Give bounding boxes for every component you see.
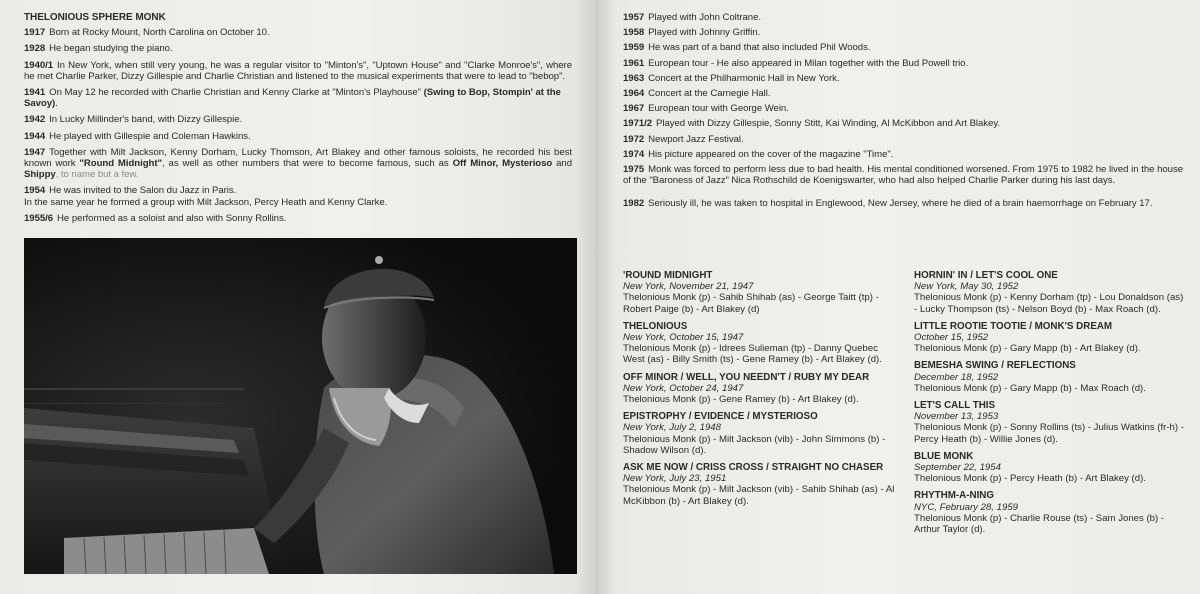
monk-photograph: [24, 238, 577, 574]
bio-entry: 1963 Concert at the Philharmonic Hall in New York.: [623, 72, 840, 84]
recording-entry: [623, 372, 899, 406]
recording-title: RHYTHM-A-NING: [914, 490, 994, 502]
recording-personnel: Thelonious Monk (p) - Sonny Rollins (ts) - Julius Watkins (fr-h) - Percy Heath (b) - Willie Jones (d).: [914, 422, 1184, 445]
bio-entry: 1957 Played with John Coltrane.: [623, 12, 761, 23]
recording-personnel: Thelonious Monk (p) - Sahib Shihab (as) - George Taitt (tp) - Robert Paige (b) - Art Blakey (d): [623, 292, 879, 315]
recording-title: HORNIN' IN / LET'S COOL ONE: [914, 270, 1058, 281]
recording-date: New York, July 23, 1951: [623, 473, 727, 485]
recording-title: ASK ME NOW / CRISS CROSS / STRAIGHT NO CHASER: [623, 462, 884, 474]
bio-entry: 1975 Monk was forced to perform less due to bad health. His mental conditioned worsened. From 1975 to 1982 he lived in the house of the "Baroness of Jazz" Nica Rothschild de Koenigswarter, who had also helped Charlie Parker during his last days.: [623, 164, 1183, 187]
bio-entry: 1941 On May 12 he recorded with Charlie Christian and Kenny Clarke at "Minton's Playhouse" (Swing to Bop, Stompin' at the Savoy).: [24, 87, 561, 110]
recording-personnel: Thelonious Monk (p) - Kenny Dorham (tp) - Lou Donaldson (as) - Lucky Thompson (ts) - Nelson Boyd (b) - Max Roach (d).: [914, 292, 1184, 315]
recording-personnel: Thelonious Monk (p) - Gene Ramey (b) - Art Blakey (d).: [623, 394, 859, 406]
recording-personnel: Thelonious Monk (p) - Gary Mapp (b) - Art Blakey (d).: [914, 343, 1141, 355]
biography-left: [24, 12, 572, 229]
recording-entry: [623, 462, 899, 507]
bio-entry: 1947 Together with Milt Jackson, Kenny Dorham, Lucky Thomson, Art Blakey and other famous soloists, he recorded his best known work "Round Midnight", as well as other numbers that were to become famous, such as Off Minor, Mysterioso and Shippy, to name but a few.: [24, 146, 572, 181]
recording-entry: [623, 411, 899, 456]
bio-entry: 1972 Newport Jazz Festival.: [623, 133, 744, 145]
bio-entry: 1982 Seriously ill, he was taken to hospital in Englewood, New Jersey, where he died of a brain haemorrhage on February 17.: [623, 198, 1153, 210]
bio-entry: 1928 He began studying the piano.: [24, 43, 173, 55]
biography-right: [623, 12, 1183, 215]
bio-entry: 1959 He was part of a band that also included Phil Woods.: [623, 42, 871, 54]
bio-entry: 1955/6 He performed as a soloist and also with Sonny Rollins.: [24, 212, 287, 224]
recording-date: November 13, 1953: [914, 411, 999, 423]
recording-title: LITTLE ROOTIE TOOTIE / MONK'S DREAM: [914, 320, 1113, 332]
recording-personnel: Thelonious Monk (p) - Idrees Sulieman (tp) - Danny Quebec West (as) - Billy Smith (ts) - Gene Ramey (b) - Art Blakey (d).: [623, 343, 882, 366]
recording-entry: [914, 321, 1186, 355]
recording-date: September 22, 1954: [914, 462, 1001, 474]
recording-title: EPISTROPHY / EVIDENCE / MYSTERIOSO: [623, 411, 818, 423]
bio-entry: 1961 European tour - He also appeared in Milan together with the Bud Powell trio.: [623, 57, 969, 69]
discography-column-2: [914, 270, 1186, 541]
bio-entry: 1954 He was invited to the Salon du Jazz in Paris. In the same year he formed a group with Milt Jackson, Percy Heath and Kenny Clarke.: [24, 185, 388, 208]
recording-title: BLUE MONK: [914, 450, 974, 462]
recording-date: New York, November 21, 1947: [623, 281, 754, 293]
biography-title: THELONIOUS SPHERE MONK: [24, 12, 166, 23]
right-page: [598, 0, 1200, 594]
recording-personnel: Thelonious Monk (p) - Charlie Rouse (ts) - Sam Jones (b) - Arthur Taylor (d).: [914, 512, 1165, 536]
discography-column-1: [623, 270, 899, 513]
recording-title: THELONIOUS: [623, 320, 688, 332]
recording-title: 'ROUND MIDNIGHT: [623, 270, 713, 281]
recording-date: NYC, February 28, 1959: [914, 501, 1018, 513]
bio-entry: 1958 Played with Johnny Griffin.: [623, 27, 761, 39]
recording-entry: [623, 270, 899, 315]
bio-entry: 1944 He played with Gillespie and Coleman Hawkins.: [24, 130, 251, 142]
recording-entry: [914, 270, 1186, 315]
recording-personnel: Thelonious Monk (p) - Milt Jackson (vib) - Sahib Shihab (as) - Al McKibbon (b) - Art Blakey (d).: [623, 484, 895, 507]
bio-entry: 1964 Concert at the Carnegie Hall.: [623, 88, 771, 100]
recording-title: OFF MINOR / WELL, YOU NEEDN'T / RUBY MY DEAR: [623, 371, 870, 383]
recording-personnel: Thelonious Monk (p) - Percy Heath (b) - Art Blakey (d).: [914, 473, 1146, 485]
recording-personnel: Thelonious Monk (p) - Gary Mapp (b) - Max Roach (d).: [914, 382, 1146, 394]
recording-personnel: Thelonious Monk (p) - Milt Jackson (vib) - John Simmons (b) - Shadow Wilson (d).: [623, 433, 886, 456]
recording-date: December 18, 1952: [914, 371, 999, 383]
left-page: [0, 0, 598, 594]
recording-entry: [914, 451, 1186, 485]
bio-entry: 1967 European tour with George Wein.: [623, 103, 789, 115]
bio-entry: 1917 Born at Rocky Mount, North Carolina on October 10.: [24, 27, 270, 39]
recording-entry: [623, 321, 899, 366]
recording-date: New York, July 2, 1948: [623, 422, 721, 434]
recording-date: New York, October 15, 1947: [623, 332, 744, 344]
recording-date: New York, October 24, 1947: [623, 382, 744, 394]
recording-entry: [914, 490, 1186, 535]
recording-title: BEMESHA SWING / REFLECTIONS: [914, 360, 1076, 372]
bio-entry: 1942 In Lucky Millinder's band, with Dizzy Gillespie.: [24, 114, 243, 126]
bio-entry: 1974 His picture appeared on the cover of the magazine "Time".: [623, 148, 894, 160]
recording-entry: [914, 400, 1186, 445]
recording-date: New York, May 30, 1952: [914, 281, 1019, 293]
bio-entry: 1940/1 In New York, when still very young, he was a regular visitor to "Minton's", "Uptown House" and "Clarke Monroe's", where he met Charlie Parker, Dizzy Gillespie and Charlie Christian and listened to the musical experiments that were to lead to "bebop".: [24, 59, 572, 82]
recording-entry: [914, 360, 1186, 394]
recording-title: LET'S CALL THIS: [914, 400, 996, 412]
recording-date: October 15, 1952: [914, 332, 989, 344]
bio-entry: 1971/2 Played with Dizzy Gillespie, Sonny Stitt, Kai Winding, Al McKibbon and Art Blakey.: [623, 118, 1000, 130]
